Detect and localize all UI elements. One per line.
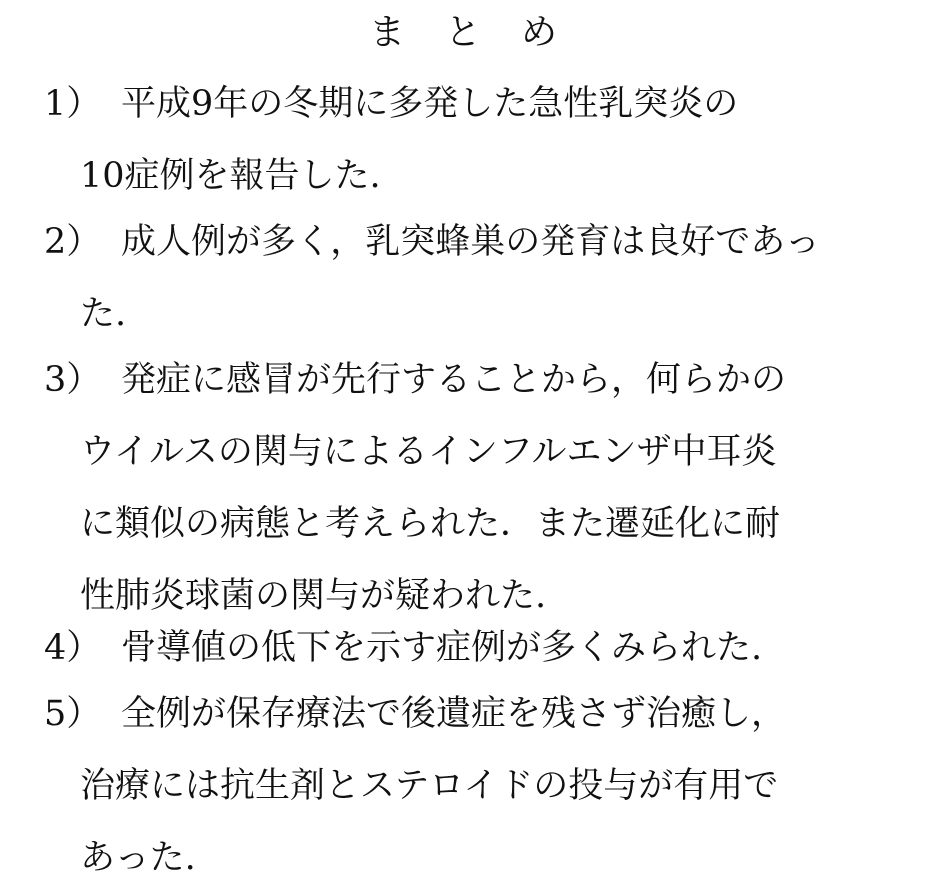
item-line: 全例が保存療法で後遺症を残さず治癒し， xyxy=(121,694,787,734)
item-line: 平成9年の冬期に多発した急性乳突炎の xyxy=(121,84,739,124)
item-number: 1） xyxy=(44,84,102,124)
item-number: 3） xyxy=(44,360,102,400)
item-number: 2） xyxy=(44,222,102,262)
item-line: 性肺炎球菌の関与が疑われた. xyxy=(80,576,547,616)
item-line: に類似の病態と考えられた．また遷延化に耐 xyxy=(80,504,781,544)
item-line: 10症例を報告した. xyxy=(80,156,381,196)
item-line: 発症に感冒が先行することから，何らかの xyxy=(121,360,787,400)
item-line: あった. xyxy=(80,838,196,878)
item-number: 4） xyxy=(44,628,102,668)
item-line: た. xyxy=(80,294,127,334)
page-title: まとめ xyxy=(368,12,597,53)
item-line: 成人例が多く，乳突蜂巣の発育は良好であっ xyxy=(121,222,820,262)
item-number: 5） xyxy=(44,694,102,734)
item-line: ウイルスの関与によるインフルエンザ中耳炎 xyxy=(80,432,777,472)
item-line: 骨導値の低下を示す症例が多くみられた. xyxy=(121,628,763,668)
item-line: 治療には抗生剤とステロイドの投与が有用で xyxy=(80,766,779,806)
